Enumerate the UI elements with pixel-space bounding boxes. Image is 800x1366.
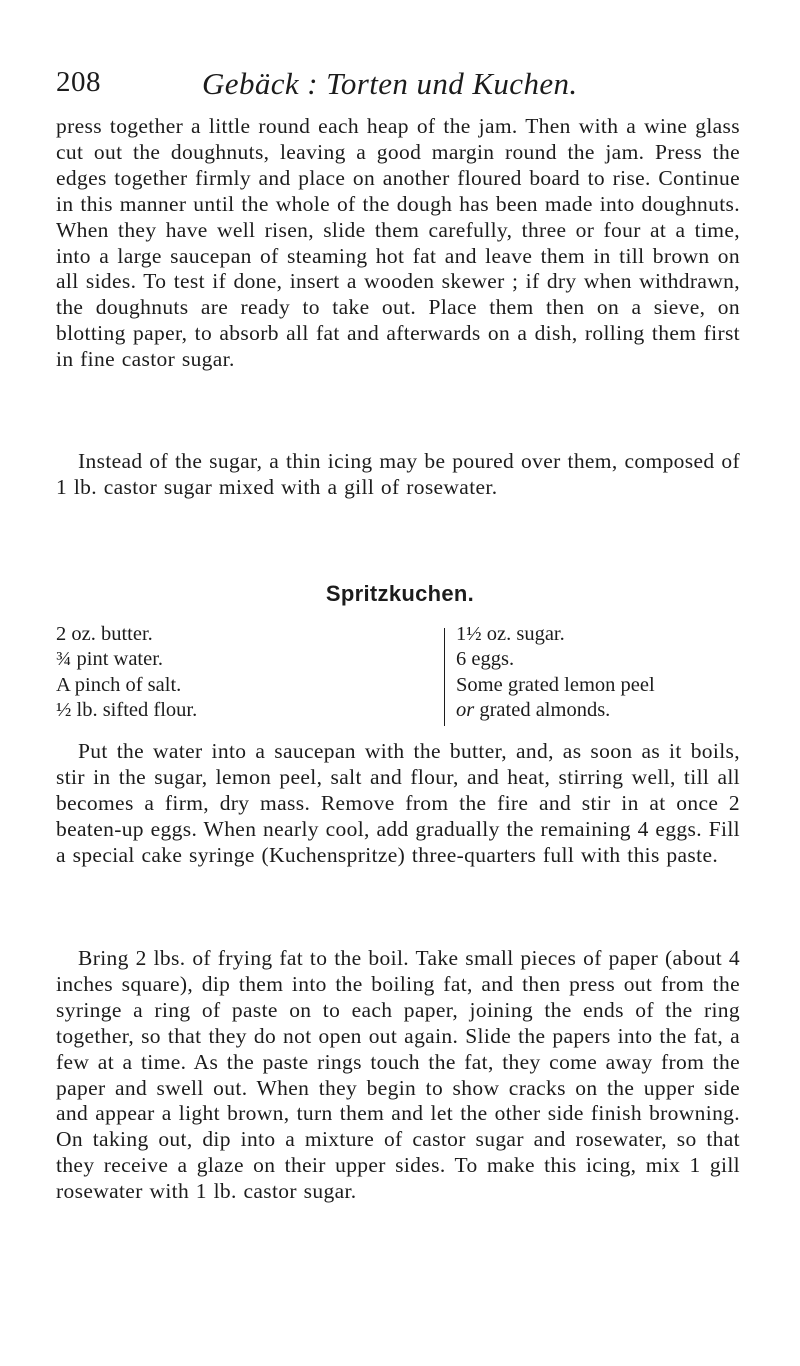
ingredient-item-alternative (456, 698, 655, 723)
ingredient-item-text: or grated almonds. (456, 698, 611, 721)
ingredients-list (56, 622, 740, 734)
ingredients-divider (444, 628, 445, 726)
page-number: 208 (56, 66, 101, 98)
spritzkuchen-method-paragraph: Put the water into a saucepan with the butter, and, as soon as it boils, stir in the sugar, lemon peel, salt and flour, and heat, stirring well, till all becomes a firm, dry mass. Remove from the fire and stir in at once 2 beaten-up eggs. When nearly cool, add gradually the remaining 4 eggs. Fill a special cake syringe (Kuchenspritze) three-quarters full with this paste. (56, 739, 740, 867)
ingredient-item: 6 eggs. (456, 648, 515, 671)
running-head-title: Gebäck : Torten und Kuchen. (202, 66, 578, 101)
doughnut-method-paragraph: press together a little round each heap of the jam. Then with a wine glass cut out the doughnuts, leaving a good margin round the jam. Press the edges together firmly and place on another floured board to rise. Continue in this manner until the whole of the dough has been made into doughnuts. When they have well risen, slide them carefully, three or four at a time, into a large saucepan of steaming hot fat and leave them in till brown on all sides. To test if done, insert a wooden skewer ; if dry when withdrawn, the doughnuts are ready to take out. Place them then on a sieve, on blotting paper, to absorb all fat and afterwards on a dish, rolling them first in fine castor sugar. (56, 114, 740, 372)
ingredient-item: ¾ pint water. (56, 648, 164, 671)
running-head (56, 66, 756, 110)
ingredient-item: A pinch of salt. (56, 673, 182, 696)
ingredient-item: 2 oz. butter. (56, 623, 153, 645)
spritzkuchen-frying-paragraph: Bring 2 lbs. of frying fat to the boil. Take small pieces of paper (about 4 inches square), dip them into the boiling fat, and then press out from the syringe a ring of paste on to each paper, joining the ends of the ring together, so that they do not open out again. Slide the papers into the fat, a few at a time. As the paste rings touch the fat, they come away from the paper and swell out. When they begin to show cracks on the upper side and appear a light brown, turn them and let the other side finish browning. On taking out, dip into a mixture of castor sugar and rosewater, so that they receive a glaze on their upper sides. To make this icing, mix 1 gill rosewater with 1 lb. castor sugar. (56, 946, 740, 1204)
ingredient-item: 1½ oz. sugar. (456, 623, 565, 645)
ingredient-item: ½ lb. sifted flour. (56, 698, 198, 721)
icing-alternative-paragraph: Instead of the sugar, a thin icing may be poured over them, composed of 1 lb. castor sugar mixed with a gill of rosewater. (56, 449, 740, 499)
or-word: or (456, 698, 475, 721)
ingredients-left-column (56, 622, 197, 723)
recipe-heading: Spritzkuchen. (325, 581, 475, 606)
ingredient-item: Some grated lemon peel (456, 673, 655, 696)
ingredients-right-column (456, 622, 655, 723)
